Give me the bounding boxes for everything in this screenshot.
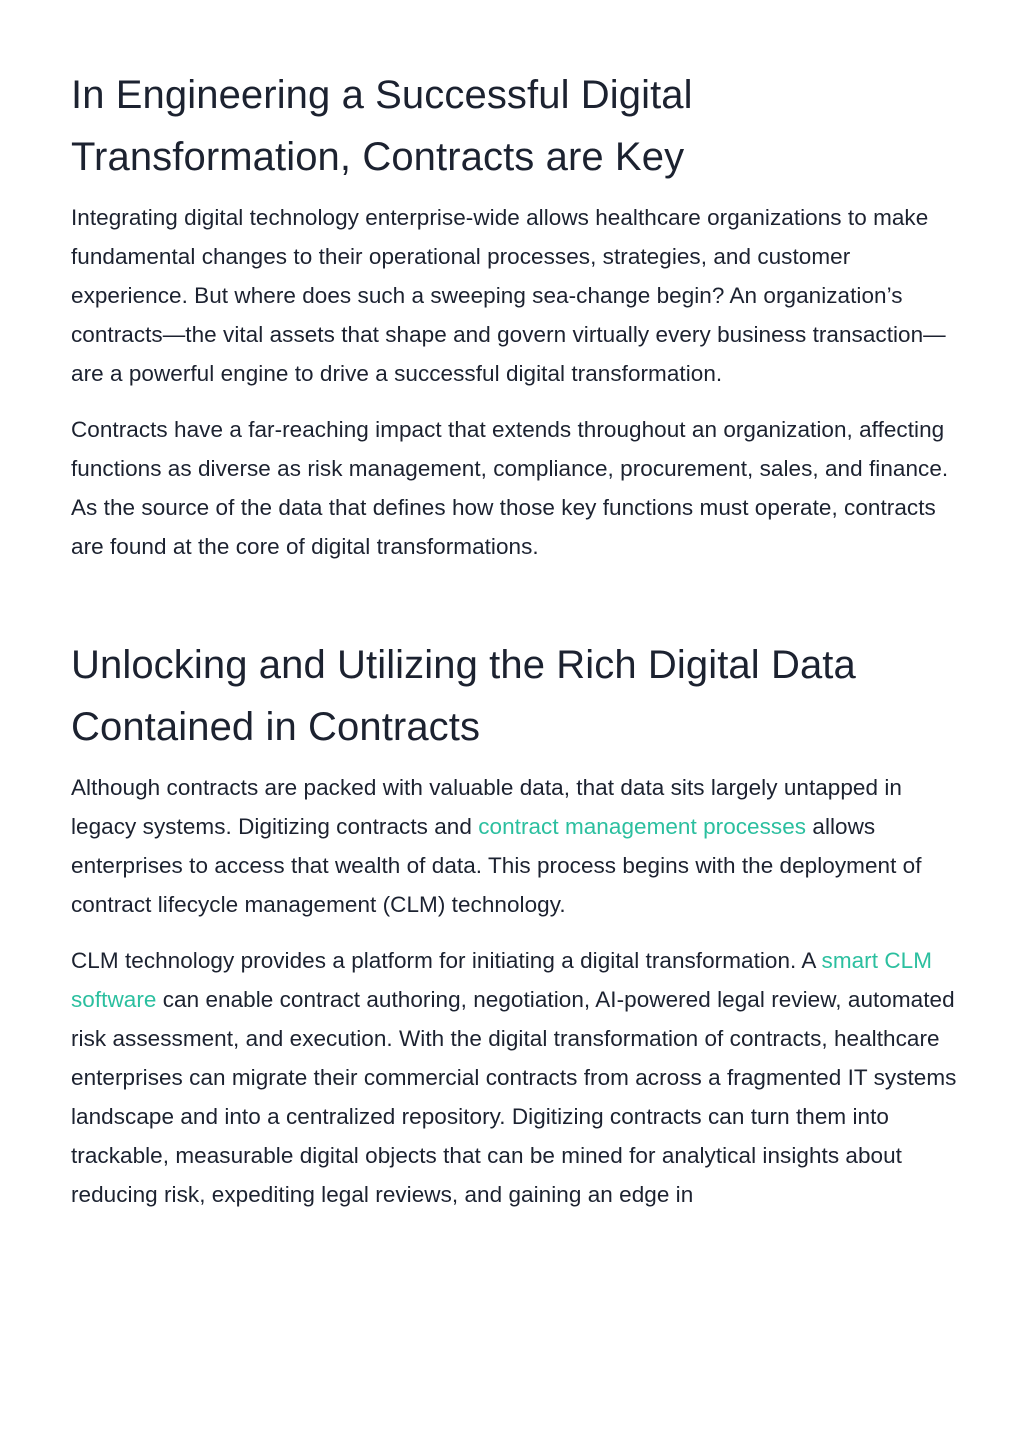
body-paragraph — [71, 941, 961, 1214]
section-heading: In Engineering a Successful Digital Transformation, Contracts are Key — [71, 73, 693, 179]
section-unlocking-data — [71, 634, 961, 1214]
body-paragraph: Contracts have a far-reaching impact that extends throughout an organization, affecting functions as diverse as risk management, compliance, procurement, sales, and finance. As the source of the data that defines how those key functions must operate, contracts are found at the core of digital transformations. — [71, 417, 949, 559]
paragraph-text: Although contracts are packed with valuable data, that data sits largely untapped in legacy systems. Digitizing contracts and — [71, 775, 902, 839]
section-heading: Unlocking and Utilizing the Rich Digital Data Contained in Contracts — [71, 643, 856, 749]
contract-management-processes-link[interactable]: contract management processes — [478, 814, 807, 839]
paragraph-text: can enable contract authoring, negotiation, AI-powered legal review, automated risk assessment, and execution. With the digital transformation of contracts, healthcare enterprises can migrate their commercial contracts from across a fragmented IT systems landscape and into a centralized repository. Digitizing contracts can turn them into trackable, measurable digital objects that can be mined for analytical insights about reducing risk, expediting legal reviews, and gaining an edge in — [71, 987, 957, 1207]
body-paragraph — [71, 768, 961, 924]
article — [71, 64, 961, 1214]
section-digital-transformation — [71, 64, 961, 566]
smart-clm-software-link[interactable]: smart CLM software — [71, 948, 932, 1012]
body-paragraph: Integrating digital technology enterprise-wide allows healthcare organizations to make fundamental changes to their operational processes, strategies, and customer experience. But where does such a sweeping sea-change begin? An organization’s contracts—the vital assets that shape and govern virtually every business transaction—are a powerful engine to drive a successful digital transformation. — [71, 205, 946, 386]
paragraph-text: CLM technology provides a platform for initiating a digital transformation. A — [71, 948, 822, 973]
paragraph-text: allows enterprises to access that wealth of data. This process begins with the deployment of contract lifecycle management (CLM) technology. — [71, 814, 922, 917]
